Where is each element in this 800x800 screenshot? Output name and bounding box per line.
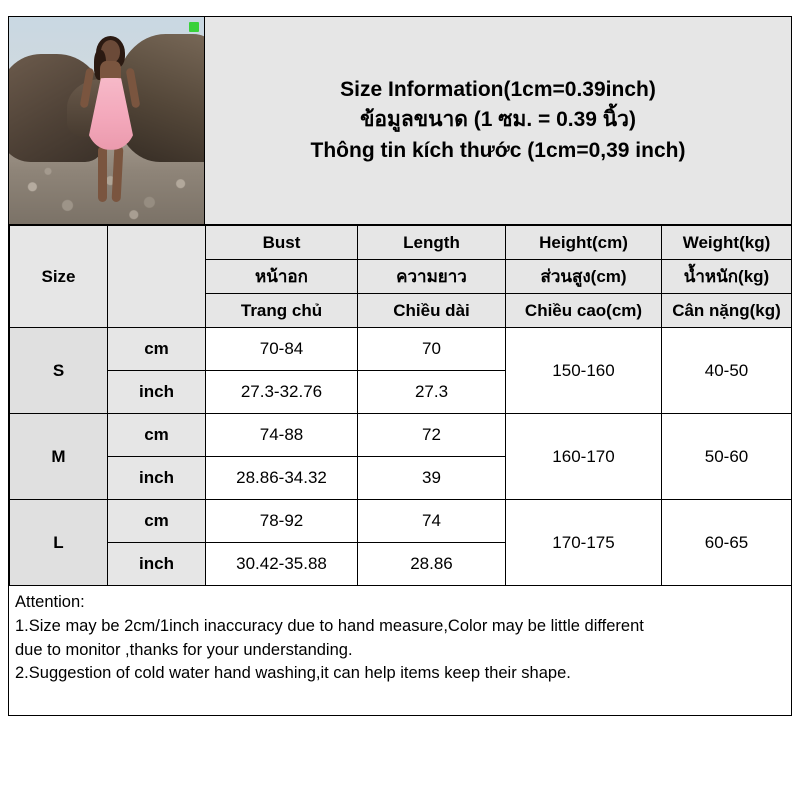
model-leg-left xyxy=(98,146,107,202)
length-inch-l: 28.86 xyxy=(358,543,506,586)
model-arm-right xyxy=(126,67,141,108)
column-header-bust-en: Bust xyxy=(206,226,358,260)
row-size-l: L xyxy=(10,500,108,586)
column-header-length-en: Length xyxy=(358,226,506,260)
table-row xyxy=(10,500,792,543)
title-english: Size Information(1cm=0.39inch) xyxy=(340,77,656,101)
attention-line-2: due to monitor ,thanks for your understanding. xyxy=(15,640,353,659)
unit-header-cell xyxy=(108,226,206,328)
title-vietnamese: Thông tin kích thước (1cm=0,39 inch) xyxy=(310,138,686,162)
bust-cm-s: 70-84 xyxy=(206,328,358,371)
product-photo xyxy=(9,17,205,224)
chart-header xyxy=(9,17,791,225)
table-header-row-en xyxy=(10,226,792,260)
unit-inch-l: inch xyxy=(108,543,206,586)
attention-heading: Attention: xyxy=(15,593,85,611)
column-header-height-th: ส่วนสูง(cm) xyxy=(506,260,662,294)
weight-s: 40-50 xyxy=(662,328,792,414)
unit-inch-m: inch xyxy=(108,457,206,500)
bust-inch-s: 27.3-32.76 xyxy=(206,371,358,414)
weight-l: 60-65 xyxy=(662,500,792,586)
column-header-bust-vi: Trang chủ xyxy=(206,294,358,328)
column-header-height-vi: Chiều cao(cm) xyxy=(506,294,662,328)
table-row xyxy=(10,414,792,457)
length-inch-s: 27.3 xyxy=(358,371,506,414)
size-header-cell: Size xyxy=(10,226,108,328)
size-chart-card xyxy=(8,16,792,716)
column-header-weight-th: น้ำหนัก(kg) xyxy=(662,260,792,294)
title-thai: ข้อมูลขนาด (1 ซม. = 0.39 นิ้ว) xyxy=(360,108,636,132)
title-block xyxy=(205,17,791,224)
photo-model xyxy=(67,38,153,224)
column-header-length-vi: Chiều dài xyxy=(358,294,506,328)
attention-line-3: 2.Suggestion of cold water hand washing,it can help items keep their shape. xyxy=(15,664,571,683)
length-cm-l: 74 xyxy=(358,500,506,543)
column-header-weight-en: Weight(kg) xyxy=(662,226,792,260)
height-s: 150-160 xyxy=(506,328,662,414)
row-size-m: M xyxy=(10,414,108,500)
length-inch-m: 39 xyxy=(358,457,506,500)
unit-cm-s: cm xyxy=(108,328,206,371)
size-table xyxy=(9,225,792,586)
attention-note xyxy=(9,586,791,691)
column-header-weight-vi: Cân nặng(kg) xyxy=(662,294,792,328)
length-cm-s: 70 xyxy=(358,328,506,371)
height-m: 160-170 xyxy=(506,414,662,500)
green-square-marker-icon xyxy=(189,22,199,32)
bust-inch-m: 28.86-34.32 xyxy=(206,457,358,500)
unit-inch-s: inch xyxy=(108,371,206,414)
column-header-height-en: Height(cm) xyxy=(506,226,662,260)
weight-m: 50-60 xyxy=(662,414,792,500)
table-row xyxy=(10,328,792,371)
column-header-bust-th: หน้าอก xyxy=(206,260,358,294)
row-size-s: S xyxy=(10,328,108,414)
column-header-length-th: ความยาว xyxy=(358,260,506,294)
bust-inch-l: 30.42-35.88 xyxy=(206,543,358,586)
bust-cm-m: 74-88 xyxy=(206,414,358,457)
model-arm-left xyxy=(80,67,95,108)
bust-cm-l: 78-92 xyxy=(206,500,358,543)
height-l: 170-175 xyxy=(506,500,662,586)
model-leg-right xyxy=(112,146,124,202)
attention-line-1: 1.Size may be 2cm/1inch inaccuracy due to hand measure,Color may be little different xyxy=(15,616,644,635)
length-cm-m: 72 xyxy=(358,414,506,457)
unit-cm-l: cm xyxy=(108,500,206,543)
unit-cm-m: cm xyxy=(108,414,206,457)
